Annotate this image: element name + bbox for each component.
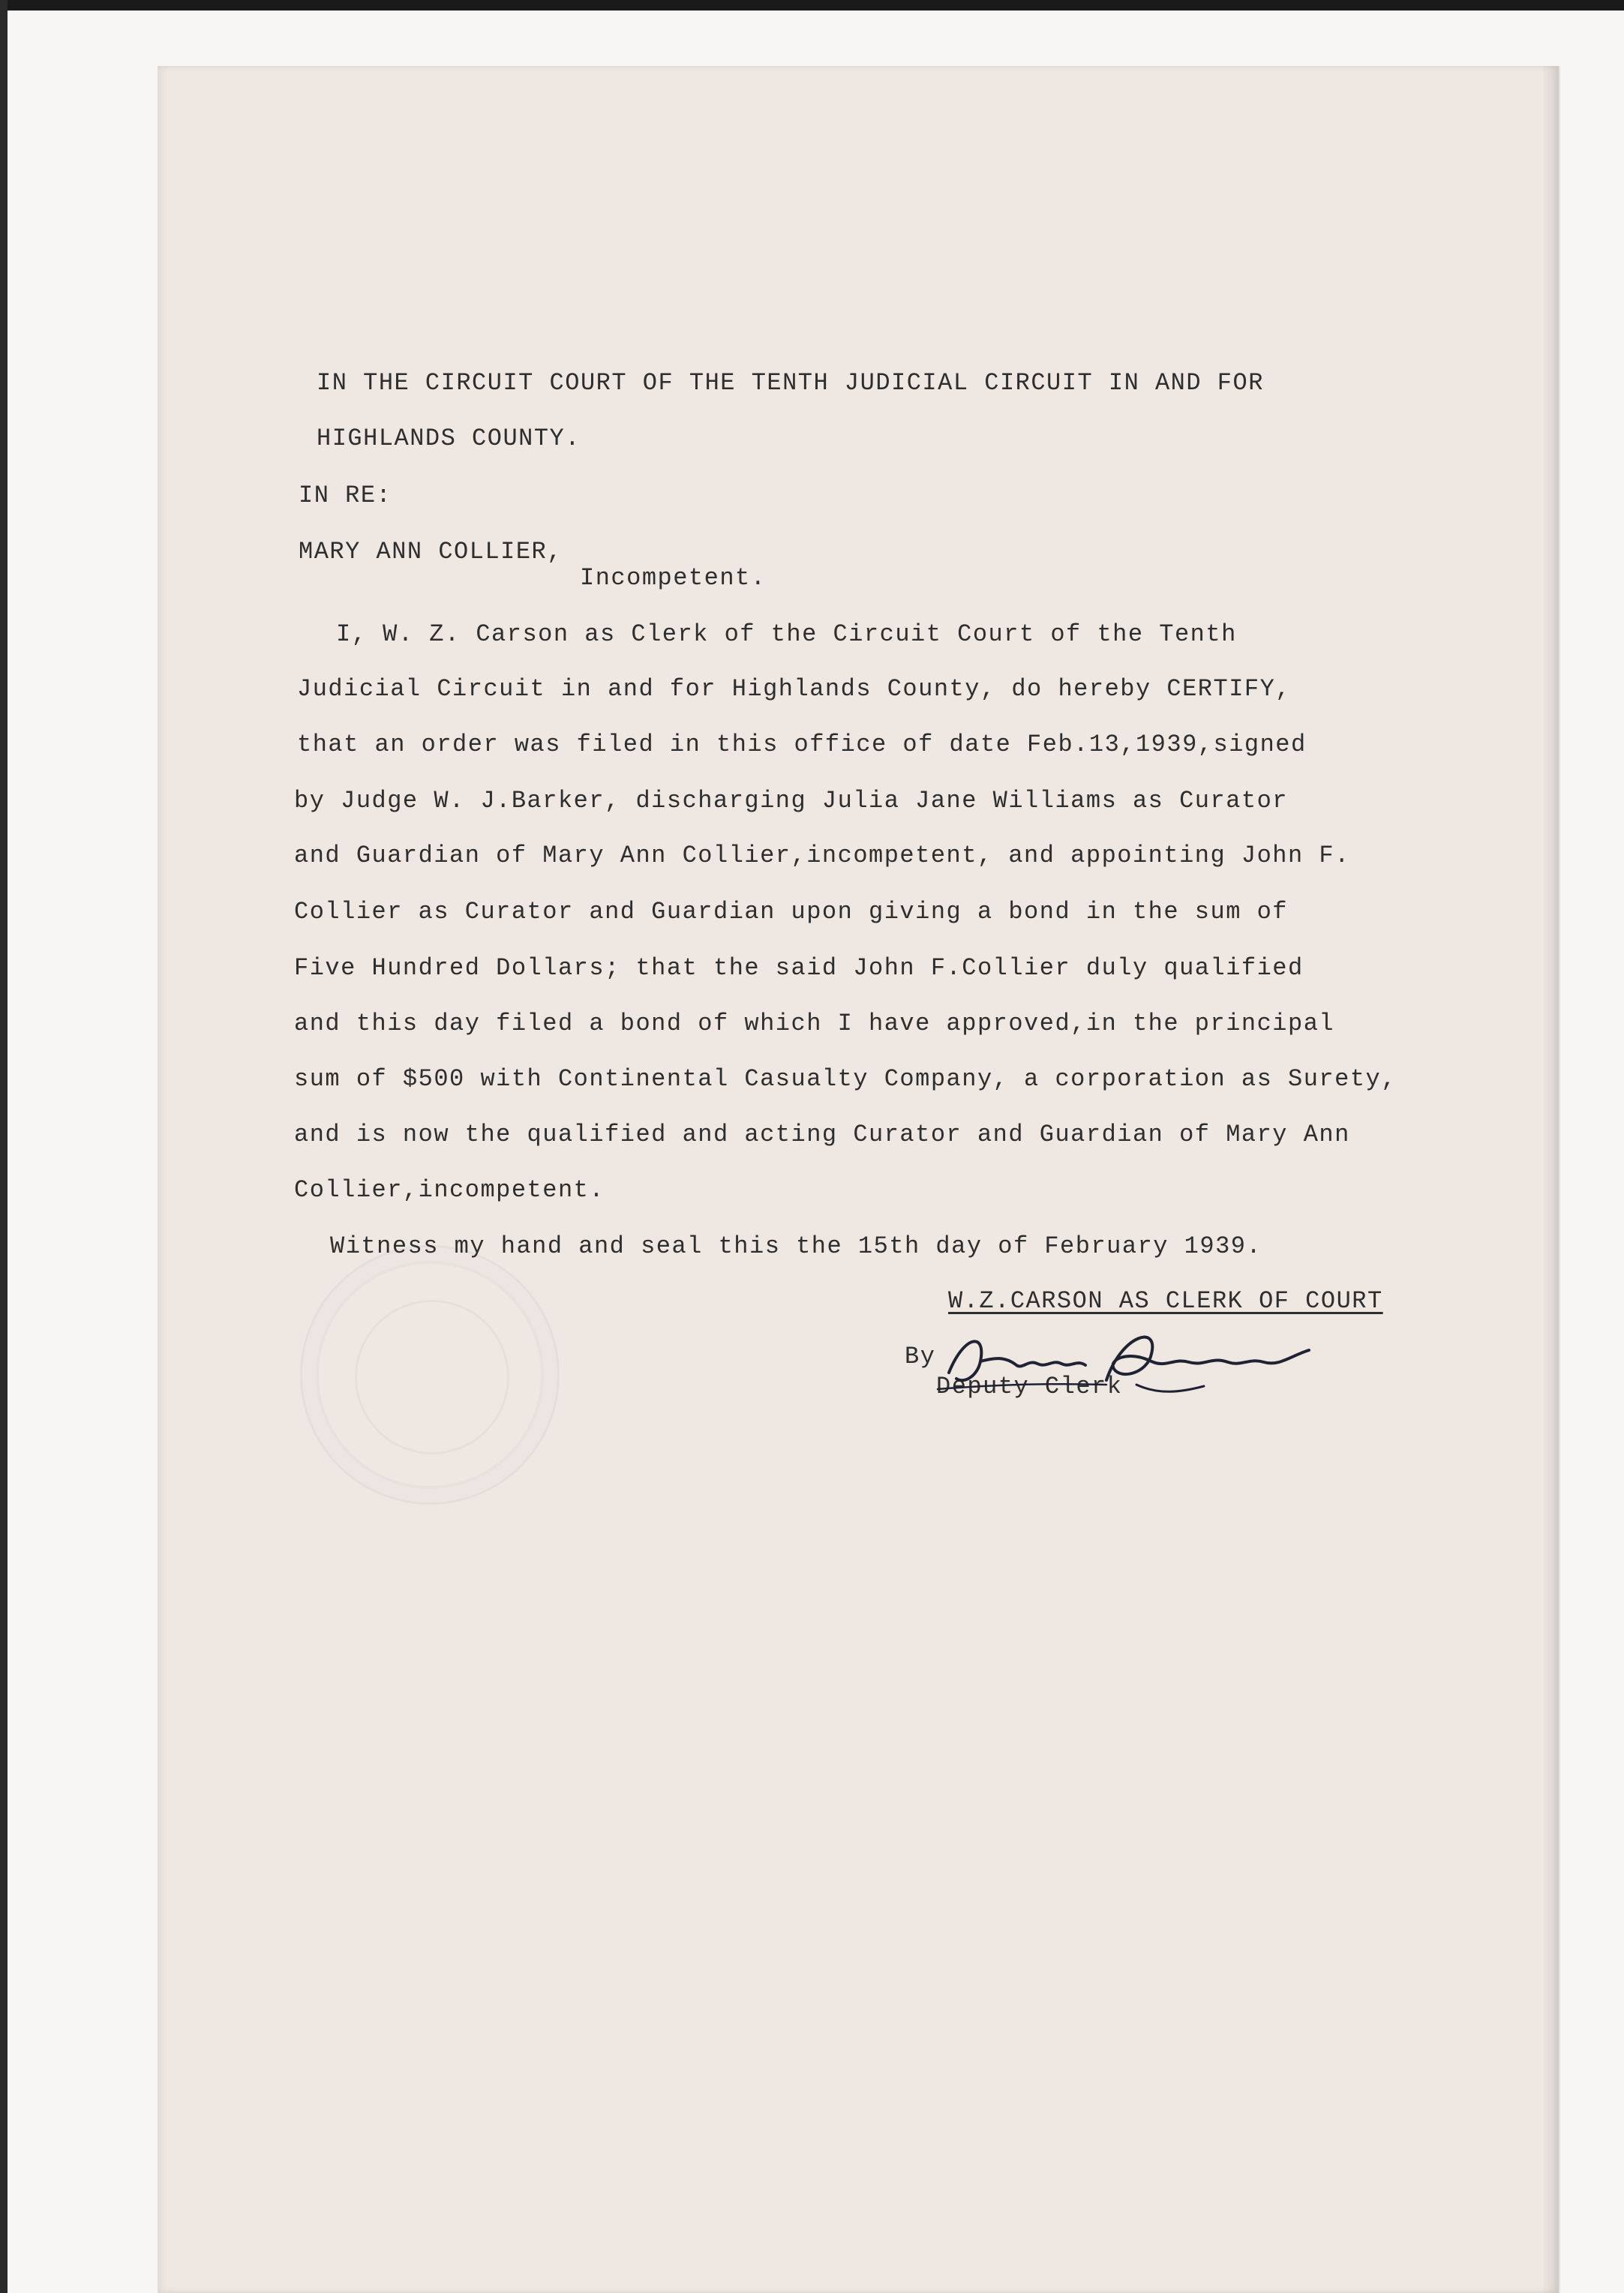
body-line: sum of $500 with Continental Casualty Company, a corporation as Surety, bbox=[294, 1065, 1397, 1093]
court-heading-line-2: HIGHLANDS COUNTY. bbox=[317, 425, 581, 452]
scan-top-border bbox=[0, 0, 1624, 11]
scan-left-border bbox=[0, 0, 8, 2293]
party-status: Incompetent. bbox=[580, 564, 767, 592]
body-line: that an order was filed in this office of date Feb.13,1939,signed bbox=[297, 731, 1307, 758]
court-heading-line-1: IN THE CIRCUIT COURT OF THE TENTH JUDICIAL CIRCUIT IN AND FOR bbox=[317, 369, 1264, 397]
body-line: and is now the qualified and acting Curator and Guardian of Mary Ann bbox=[294, 1121, 1350, 1148]
body-line: I, W. Z. Carson as Clerk of the Circuit Court of the Tenth bbox=[336, 620, 1237, 648]
page-edge-shadow bbox=[1544, 66, 1560, 2293]
body-line: and this day filed a bond of which I have approved,in the principal bbox=[294, 1010, 1335, 1037]
deputy-clerk-title: Deputy Clerk bbox=[936, 1373, 1123, 1400]
body-line: Judicial Circuit in and for Highlands County, do hereby CERTIFY, bbox=[297, 675, 1291, 703]
body-line: Five Hundred Dollars; that the said John F.Collier duly qualified bbox=[294, 954, 1304, 982]
in-re-label: IN RE: bbox=[299, 482, 392, 509]
by-label: By bbox=[905, 1343, 936, 1370]
body-line: and Guardian of Mary Ann Collier,incompetent, and appointing John F. bbox=[294, 842, 1350, 869]
party-name: MARY ANN COLLIER, bbox=[299, 538, 563, 566]
handwritten-signature-icon bbox=[934, 1320, 1339, 1403]
embossed-seal-icon bbox=[300, 1245, 560, 1505]
clerk-of-court-line: W.Z.CARSON AS CLERK OF COURT bbox=[948, 1287, 1383, 1315]
body-line: by Judge W. J.Barker, discharging Julia Jane Williams as Curator bbox=[294, 787, 1288, 815]
body-line: Collier,incompetent. bbox=[294, 1176, 605, 1204]
witness-line: Witness my hand and seal this the 15th day of February 1939. bbox=[330, 1232, 1262, 1260]
embossed-seal-inner-ring bbox=[355, 1300, 509, 1454]
body-line: Collier as Curator and Guardian upon giving a bond in the sum of bbox=[294, 898, 1288, 926]
